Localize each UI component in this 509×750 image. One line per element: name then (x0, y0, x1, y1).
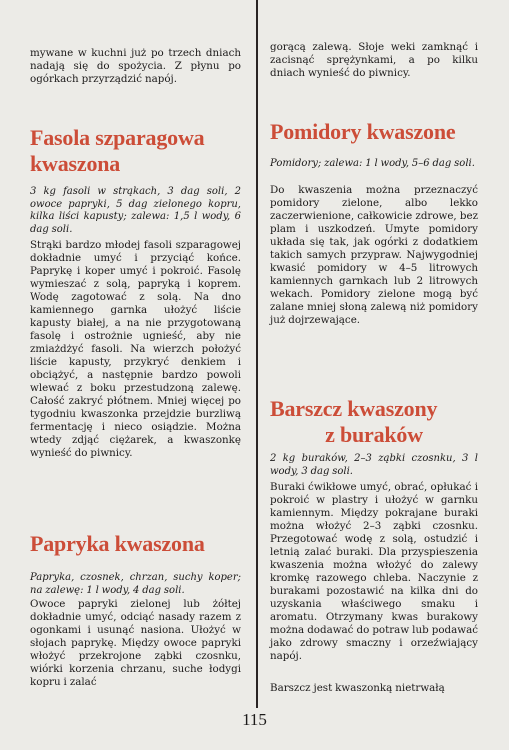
barszcz-heading-line2: z buraków (325, 422, 423, 447)
left-intro-text: mywane w kuchni już po trzech dniach nadają się do spożycia. Z płynu po ogórkach przyrządzić napój. (30, 47, 241, 85)
barszcz-instructions: Buraki ćwikłowe umyć, obrać, opłukać i pokroić w plastry i ułożyć w garnku kamiennym. Między pokrajane buraki można włożyć 2–3 ząbki czosnku. Przegotować wodę z solą, ostudzić i letnią zalać buraki. Dla przyspieszenia kwaszenia można włożyć do zalewy kromkę razowego chleba. Naczynie z burakami pozostawić na kilka dni do uzyskania właściwego smaku i aromatu. Otrzymany kwas burakowy można dodawać do potraw lub podawać jako zdrowy smaczny i orzeźwiający napój. (270, 481, 478, 662)
barszcz-heading (270, 396, 478, 448)
pomidory-instructions: Do kwaszenia można przeznaczyć pomidory zielone, albo lekko zaczerwienione, całkowicie zdrowe, bez plam i uszkodzeń. Umyte pomidory układa się tak, jak ogórki z dodatkiem takich samych przypraw. Najwygodniej kwasić pomidory w 4–5 litrowych kamiennych garnkach lub 2 litrowych wekach. Pomidory zielone mogą być zalane mniej słoną zalewą niż pomidory już dojrzewające. (270, 184, 478, 326)
column-divider (256, 0, 258, 708)
fasola-instructions: Strąki bardzo młodej fasoli szparagowej dokładnie umyć i przyciąć końce. Paprykę i koper umyć i pokroić. Fasolę wymieszać z solą, papryką i koprem. Wodę zagotować z solą. Na dno kamiennego garnka ułożyć liście kapusty białej, a na nie przygotowaną fasolę i ostrożnie ugnieść, aby nie zmiażdżyć fasoli. Na wierzch położyć liście kapusty, przykryć denkiem i obciążyć, a następnie bardzo powoli wlewać z boku przestudzoną zalewę. Całość zakryć płótnem. Mniej więcej po tygodniu kwaszonka przejdzie burzliwą fermentację i nieco osiądzie. Można wtedy zdjąć ciężarek, a kwaszonkę wynieść do piwnicy. (30, 239, 241, 459)
barszcz-ingredients: 2 kg buraków, 2–3 ząbki czosnku, 3 l wody, 3 dag soli. (270, 453, 478, 477)
fasola-ingredients: 3 kg fasoli w strąkach, 3 dag soli, 2 owoce papryki, 5 dag zielonego kopru, kilka liści kapusty; zalewa: 1,5 l wody, 6 dag soli. (30, 186, 241, 235)
papryka-instructions: Owoce papryki zielonej lub żółtej dokładnie umyć, odciąć nasady razem z ogonkami i usunąć nasiona. Ułożyć w słojach paprykę. Między owoce papryki włożyć przekrojone ząbki czosnku, wiórki korzenia chrzanu, suche łodygi kopru i zalać (30, 598, 241, 688)
barszcz-heading-line1: Barszcz kwaszony (270, 396, 438, 421)
papryka-ingredients: Papryka, czosnek, chrzan, suchy koper; na zalewę: 1 l wody, 4 dag soli. (30, 572, 241, 596)
papryka-heading: Papryka kwaszona (30, 531, 205, 556)
barszcz-last-line: Barszcz jest kwaszonką nietrwałą (270, 682, 445, 694)
right-intro-text: gorącą zalewą. Słoje weki zamknąć i zacisnąć sprężynkami, a po kilku dniach wynieść do piwnicy. (270, 41, 478, 79)
pomidory-heading: Pomidory kwaszone (270, 119, 456, 144)
page-number: 115 (242, 710, 267, 729)
pomidory-ingredients: Pomidory; zalewa: 1 l wody, 5–6 dag soli. (270, 158, 475, 169)
fasola-heading: Fasola szparagowa kwaszona (30, 125, 205, 176)
